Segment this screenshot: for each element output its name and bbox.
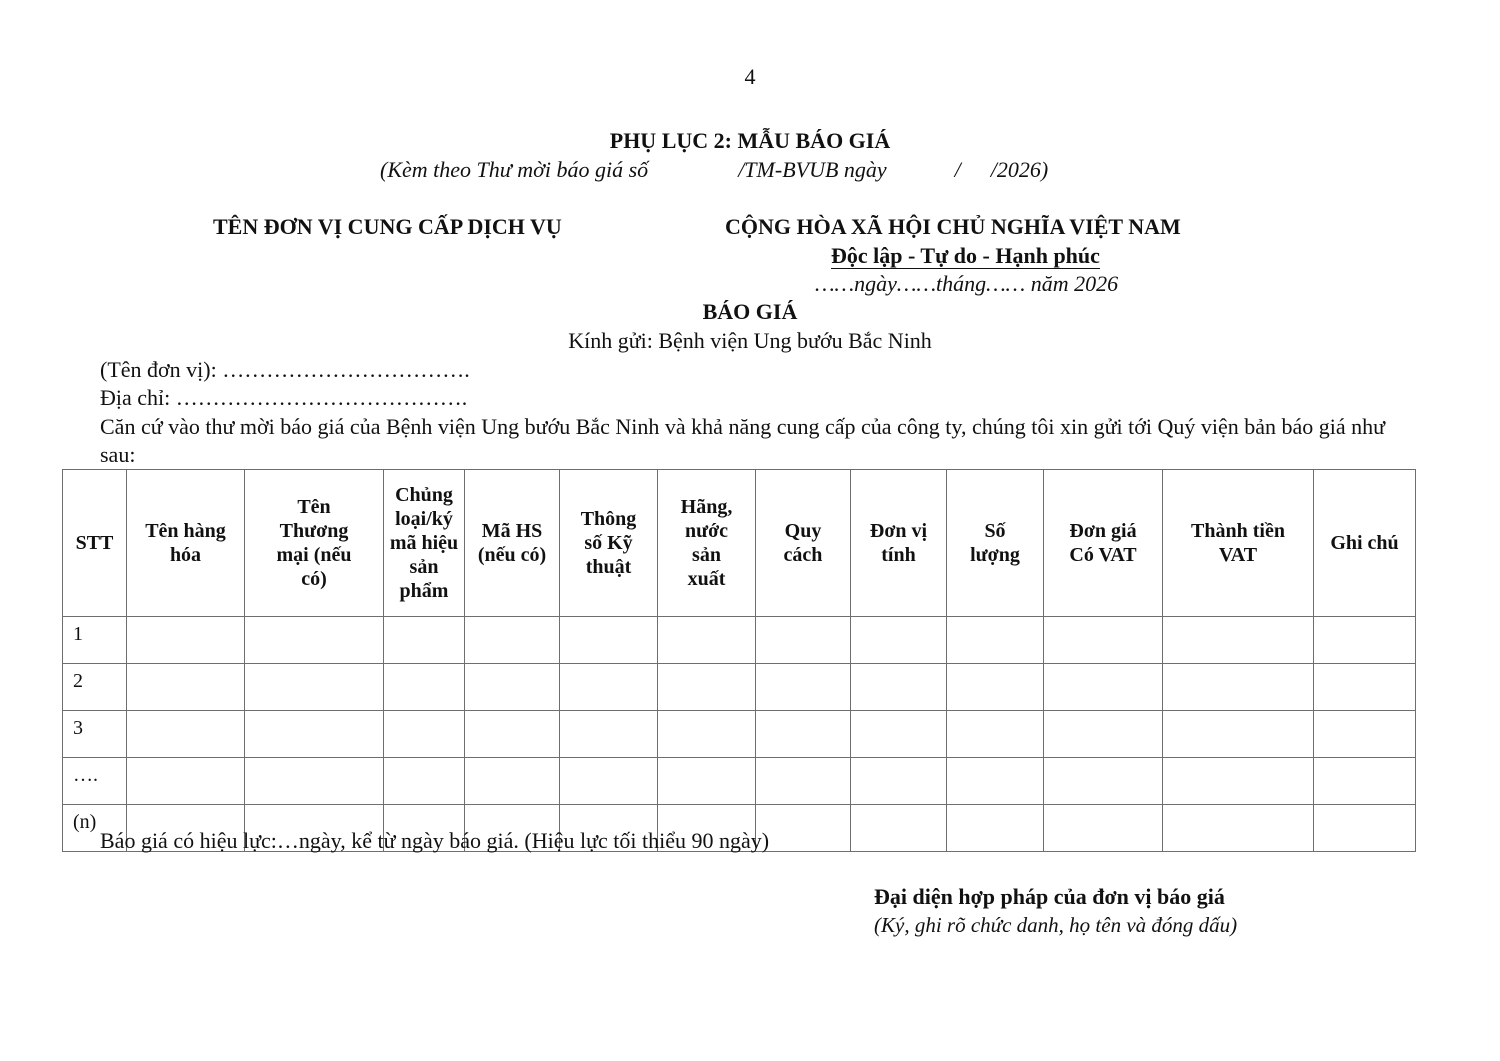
table-row [63, 664, 1416, 711]
column-header-manufacturer: Hãng, nước sản xuất [658, 470, 756, 617]
cell-unit-price[interactable] [1044, 617, 1163, 664]
cell-quantity[interactable] [947, 617, 1044, 664]
page-number: 4 [744, 64, 756, 89]
cell-total[interactable] [1163, 664, 1314, 711]
column-header-model-code: Chủng loại/ký mã hiệu sản phẩm [384, 470, 465, 617]
cell-unit-price[interactable] [1044, 711, 1163, 758]
cell-unit[interactable] [851, 805, 947, 852]
subtitle-code: /TM-BVUB ngày [738, 157, 887, 182]
cell-unit-price[interactable] [1044, 758, 1163, 805]
column-header-trade-name: Tên Thương mại (nếu có) [245, 470, 384, 617]
unit-name-line: (Tên đơn vị): ……………………………. [100, 357, 470, 382]
cell-item-name[interactable] [127, 711, 245, 758]
cell-hs-code[interactable] [465, 664, 560, 711]
cell-quantity[interactable] [947, 711, 1044, 758]
cell-specs[interactable] [560, 664, 658, 711]
table-row [63, 758, 1416, 805]
cell-unit[interactable] [851, 711, 947, 758]
cell-unit[interactable] [851, 664, 947, 711]
cell-manufacturer[interactable] [658, 664, 756, 711]
table-row [63, 617, 1416, 664]
row-stt: 1 [63, 617, 127, 664]
cell-notes[interactable] [1314, 711, 1416, 758]
subtitle-date-sep: / [954, 157, 961, 182]
cell-hs-code[interactable] [465, 711, 560, 758]
cell-notes[interactable] [1314, 617, 1416, 664]
cell-total[interactable] [1163, 758, 1314, 805]
recipient-line: Kính gửi: Bệnh viện Ung bướu Bắc Ninh [568, 328, 932, 353]
row-stt: 2 [63, 664, 127, 711]
cell-model-code[interactable] [384, 617, 465, 664]
column-header-notes: Ghi chú [1314, 470, 1416, 617]
cell-model-code[interactable] [384, 664, 465, 711]
cell-total[interactable] [1163, 711, 1314, 758]
table-row [63, 711, 1416, 758]
validity-statement: Báo giá có hiệu lực:…ngày, kể từ ngày báo giá. (Hiệu lực tối thiểu 90 ngày) [100, 828, 770, 853]
cell-specs[interactable] [560, 617, 658, 664]
supplier-heading: TÊN ĐƠN VỊ CUNG CẤP DỊCH VỤ [213, 214, 562, 239]
cell-trade-name[interactable] [245, 617, 384, 664]
cell-item-name[interactable] [127, 758, 245, 805]
national-motto: Độc lập - Tự do - Hạnh phúc [831, 243, 1100, 268]
cell-quantity[interactable] [947, 664, 1044, 711]
cell-trade-name[interactable] [245, 664, 384, 711]
date-line: ……ngày……tháng…… năm 2026 [815, 271, 1119, 296]
cell-total[interactable] [1163, 617, 1314, 664]
cell-trade-name[interactable] [245, 758, 384, 805]
cell-quantity[interactable] [947, 758, 1044, 805]
cell-packing[interactable] [756, 758, 851, 805]
appendix-title: PHỤ LỤC 2: MẪU BÁO GIÁ [609, 128, 891, 153]
cell-hs-code[interactable] [465, 617, 560, 664]
column-header-total: Thành tiền VAT [1163, 470, 1314, 617]
subtitle-reference: (Kèm theo Thư mời báo giá số [380, 157, 649, 182]
cell-notes[interactable] [1314, 805, 1416, 852]
column-header-unit-price: Đơn giá Có VAT [1044, 470, 1163, 617]
signature-note: (Ký, ghi rõ chức danh, họ tên và đóng dấu) [874, 913, 1238, 937]
column-header-unit: Đơn vị tính [851, 470, 947, 617]
column-header-specs: Thông số Kỹ thuật [560, 470, 658, 617]
cell-hs-code[interactable] [465, 758, 560, 805]
column-header-stt: STT [63, 470, 127, 617]
cell-model-code[interactable] [384, 758, 465, 805]
cell-item-name[interactable] [127, 664, 245, 711]
cell-unit[interactable] [851, 617, 947, 664]
cell-trade-name[interactable] [245, 711, 384, 758]
cell-manufacturer[interactable] [658, 617, 756, 664]
column-header-quantity: Số lượng [947, 470, 1044, 617]
nation-heading: CỘNG HÒA XÃ HỘI CHỦ NGHĨA VIỆT NAM [725, 214, 1181, 239]
row-stt: 3 [63, 711, 127, 758]
column-header-packing: Quy cách [756, 470, 851, 617]
cell-total[interactable] [1163, 805, 1314, 852]
cell-specs[interactable] [560, 758, 658, 805]
document-title: BÁO GIÁ [702, 299, 798, 324]
cell-packing[interactable] [756, 805, 851, 852]
cell-manufacturer[interactable] [658, 758, 756, 805]
cell-model-code[interactable] [384, 711, 465, 758]
cell-specs[interactable] [560, 711, 658, 758]
column-header-hs-code: Mã HS (nếu có) [465, 470, 560, 617]
cell-manufacturer[interactable] [658, 711, 756, 758]
cell-item-name[interactable] [127, 617, 245, 664]
signature-title: Đại diện hợp pháp của đơn vị báo giá [874, 884, 1225, 909]
cell-packing[interactable] [756, 617, 851, 664]
intro-paragraph: Căn cứ vào thư mời báo giá của Bệnh viện Ung bướu Bắc Ninh và khả năng cung cấp của công ty, chúng tôi xin gửi tới Quý viện bản báo giá như sau: [100, 414, 1386, 467]
cell-notes[interactable] [1314, 664, 1416, 711]
column-header-item-name: Tên hàng hóa [127, 470, 245, 617]
cell-notes[interactable] [1314, 758, 1416, 805]
row-stt: …. [63, 758, 127, 805]
address-line: Địa chỉ: …………………………………. [100, 385, 468, 410]
table-header-row [63, 470, 1416, 617]
cell-packing[interactable] [756, 711, 851, 758]
appendix-subtitle [380, 157, 1048, 183]
cell-unit-price[interactable] [1044, 664, 1163, 711]
cell-unit-price[interactable] [1044, 805, 1163, 852]
cell-quantity[interactable] [947, 805, 1044, 852]
cell-packing[interactable] [756, 664, 851, 711]
quotation-table [62, 469, 1416, 852]
row-stt: (n) [63, 805, 127, 852]
cell-unit[interactable] [851, 758, 947, 805]
subtitle-year: /2026) [990, 157, 1049, 182]
